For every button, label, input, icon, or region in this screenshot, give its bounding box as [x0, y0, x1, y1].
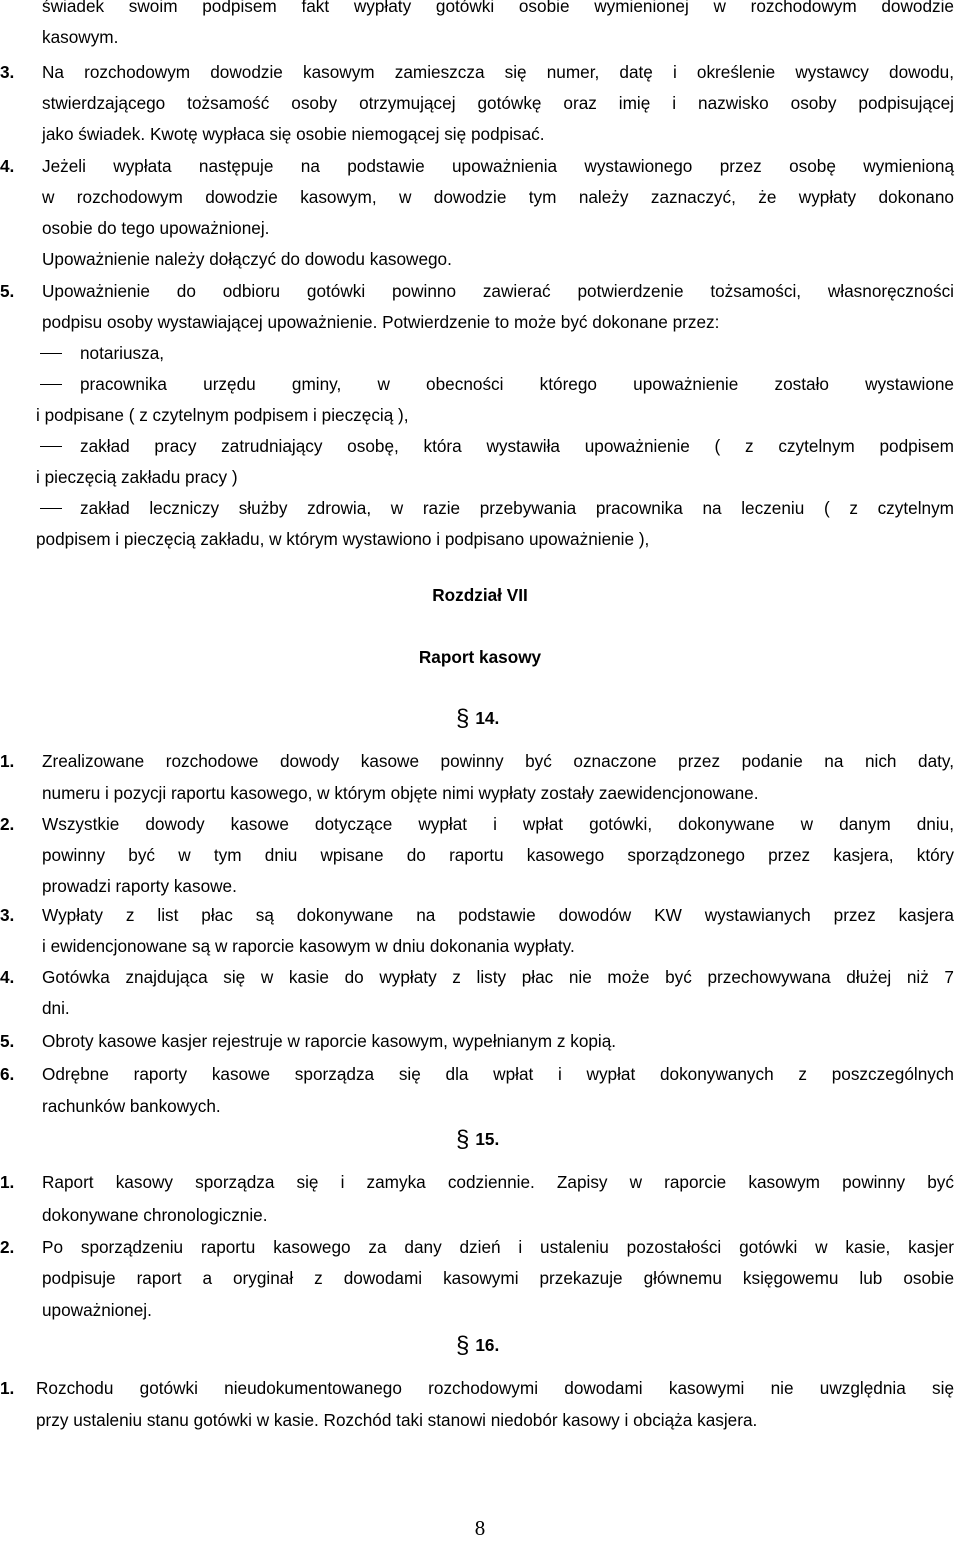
paragraph-line: prowadzi raporty kasowe. — [42, 876, 237, 896]
section-symbol: § — [456, 1332, 470, 1359]
section-number: 16. — [475, 1335, 500, 1355]
bullet-text: notariusza, — [80, 343, 165, 363]
paragraph-line: Zrealizowane rozchodowe dowody kasowe powinny być oznaczone przez podanie na nich daty, — [42, 751, 954, 771]
section-heading — [456, 1126, 500, 1153]
section-symbol: § — [456, 1126, 470, 1153]
item-number: 5. — [0, 281, 15, 301]
paragraph-line: dokonywane chronologicznie. — [42, 1205, 268, 1225]
section-heading — [456, 705, 500, 732]
section-number: 15. — [475, 1129, 500, 1149]
paragraph-line: Wszystkie dowody kasowe dotyczące wypłat i wpłat gotówki, dokonywane w danym dniu, — [42, 814, 954, 834]
section-symbol: § — [456, 705, 470, 732]
paragraph-line: Obroty kasowe kasjer rejestruje w raporcie kasowym, wypełnianym z kopią. — [42, 1031, 617, 1051]
item-number: 3. — [0, 905, 15, 925]
chapter-title: Raport kasowy — [418, 647, 542, 667]
item-number: 1. — [0, 1378, 15, 1398]
item-number: 4. — [0, 967, 15, 987]
paragraph-line: Rozchodu gotówki nieudokumentowanego rozchodowymi dowodami kasowymi nie uwzględnia się — [36, 1378, 954, 1398]
item-number: 2. — [0, 1237, 15, 1257]
paragraph-line: Gotówka znajdująca się w kasie do wypłaty z listy płac nie może być przechowywana dłużej niż 7 — [42, 967, 954, 987]
paragraph-line: upoważnionej. — [42, 1300, 152, 1320]
paragraph-line: Wypłaty z list płac są dokonywane na podstawie dowodów KW wystawianych przez kasjera — [42, 905, 954, 925]
dash-bullet-icon — [40, 508, 62, 509]
dash-bullet-icon — [40, 384, 62, 385]
paragraph-line: Odrębne raporty kasowe sporządza się dla wpłat i wypłat dokonywanych z poszczególnych — [42, 1064, 954, 1084]
section-heading — [456, 1332, 500, 1359]
paragraph-line: Raport kasowy sporządza się i zamyka codziennie. Zapisy w raporcie kasowym powinny być — [42, 1172, 954, 1192]
bullet-text: i pieczęcią zakładu pracy ) — [36, 467, 238, 487]
bullet-text: zakład pracy zatrudniający osobę, która wystawiła upoważnienie ( z czytelnym podpisem — [80, 436, 954, 456]
chapter-heading: Rozdział VII — [432, 585, 528, 605]
item-number: 2. — [0, 814, 15, 834]
item-number: 6. — [0, 1064, 15, 1084]
paragraph-line: Jeżeli wypłata następuje na podstawie upoważnienia wystawionego przez osobę wymienioną — [42, 156, 954, 176]
paragraph-line: osobie do tego upoważnionej. — [42, 218, 270, 238]
paragraph-line: kasowym. — [42, 27, 119, 47]
paragraph-line: Na rozchodowym dowodzie kasowym zamieszcza się numer, datę i określenie wystawcy dowodu, — [42, 62, 954, 82]
paragraph-line: podpisuje raport a oryginał z dowodami kasowymi przekazuje głównemu księgowemu lub osobie — [42, 1268, 954, 1288]
paragraph-line: jako świadek. Kwotę wypłaca się osobie niemogącej się podpisać. — [42, 124, 545, 144]
section-number: 14. — [475, 708, 500, 728]
item-number: 4. — [0, 156, 15, 176]
item-number: 1. — [0, 1172, 15, 1192]
bullet-text: podpisem i pieczęcią zakładu, w którym wystawiono i podpisano upoważnienie ), — [36, 529, 650, 549]
dash-bullet-icon — [40, 446, 62, 447]
item-number: 1. — [0, 751, 15, 771]
paragraph-line: i ewidencjonowane są w raporcie kasowym w dniu dokonania wypłaty. — [42, 936, 575, 956]
bullet-text: i podpisane ( z czytelnym podpisem i pieczęcią ), — [36, 405, 409, 425]
paragraph-line: numeru i pozycji raportu kasowego, w którym objęte nimi wypłaty zostały zaewidencjonowane. — [42, 783, 759, 803]
paragraph-line: w rozchodowym dowodzie kasowym, w dowodzie tym należy zaznaczyć, że wypłaty dokonano — [42, 187, 954, 207]
paragraph-line: przy ustaleniu stanu gotówki w kasie. Rozchód taki stanowi niedobór kasowy i obciąża kasjera. — [36, 1410, 758, 1430]
paragraph-line: stwierdzającego tożsamość osoby otrzymującej gotówkę oraz imię i nazwisko osoby podpisującej — [42, 93, 954, 113]
paragraph-line: podpisu osoby wystawiającej upoważnienie. Potwierdzenie to może być dokonane przez: — [42, 312, 720, 332]
item-number: 5. — [0, 1031, 15, 1051]
paragraph-line: świadek swoim podpisem fakt wypłaty gotówki osobie wymienionej w rozchodowym dowodzie — [42, 0, 954, 16]
page-number: 8 — [474, 1516, 486, 1540]
paragraph-line: rachunków bankowych. — [42, 1096, 221, 1116]
bullet-text: pracownika urzędu gminy, w obecności którego upoważnienie zostało wystawione — [80, 374, 954, 394]
bullet-text: zakład leczniczy służby zdrowia, w razie przebywania pracownika na leczeniu ( z czytelnym — [80, 498, 954, 518]
item-number: 3. — [0, 62, 15, 82]
dash-bullet-icon — [40, 353, 62, 354]
paragraph-line: Upoważnienie do odbioru gotówki powinno zawierać potwierdzenie tożsamości, własnoręczności — [42, 281, 954, 301]
paragraph-line: Upoważnienie należy dołączyć do dowodu kasowego. — [42, 249, 452, 269]
paragraph-line: powinny być w tym dniu wpisane do raportu kasowego sporządzonego przez kasjera, który — [42, 845, 954, 865]
paragraph-line: Po sporządzeniu raportu kasowego za dany dzień i ustaleniu pozostałości gotówki w kasie, kasjer — [42, 1237, 954, 1257]
paragraph-line: dni. — [42, 998, 70, 1018]
